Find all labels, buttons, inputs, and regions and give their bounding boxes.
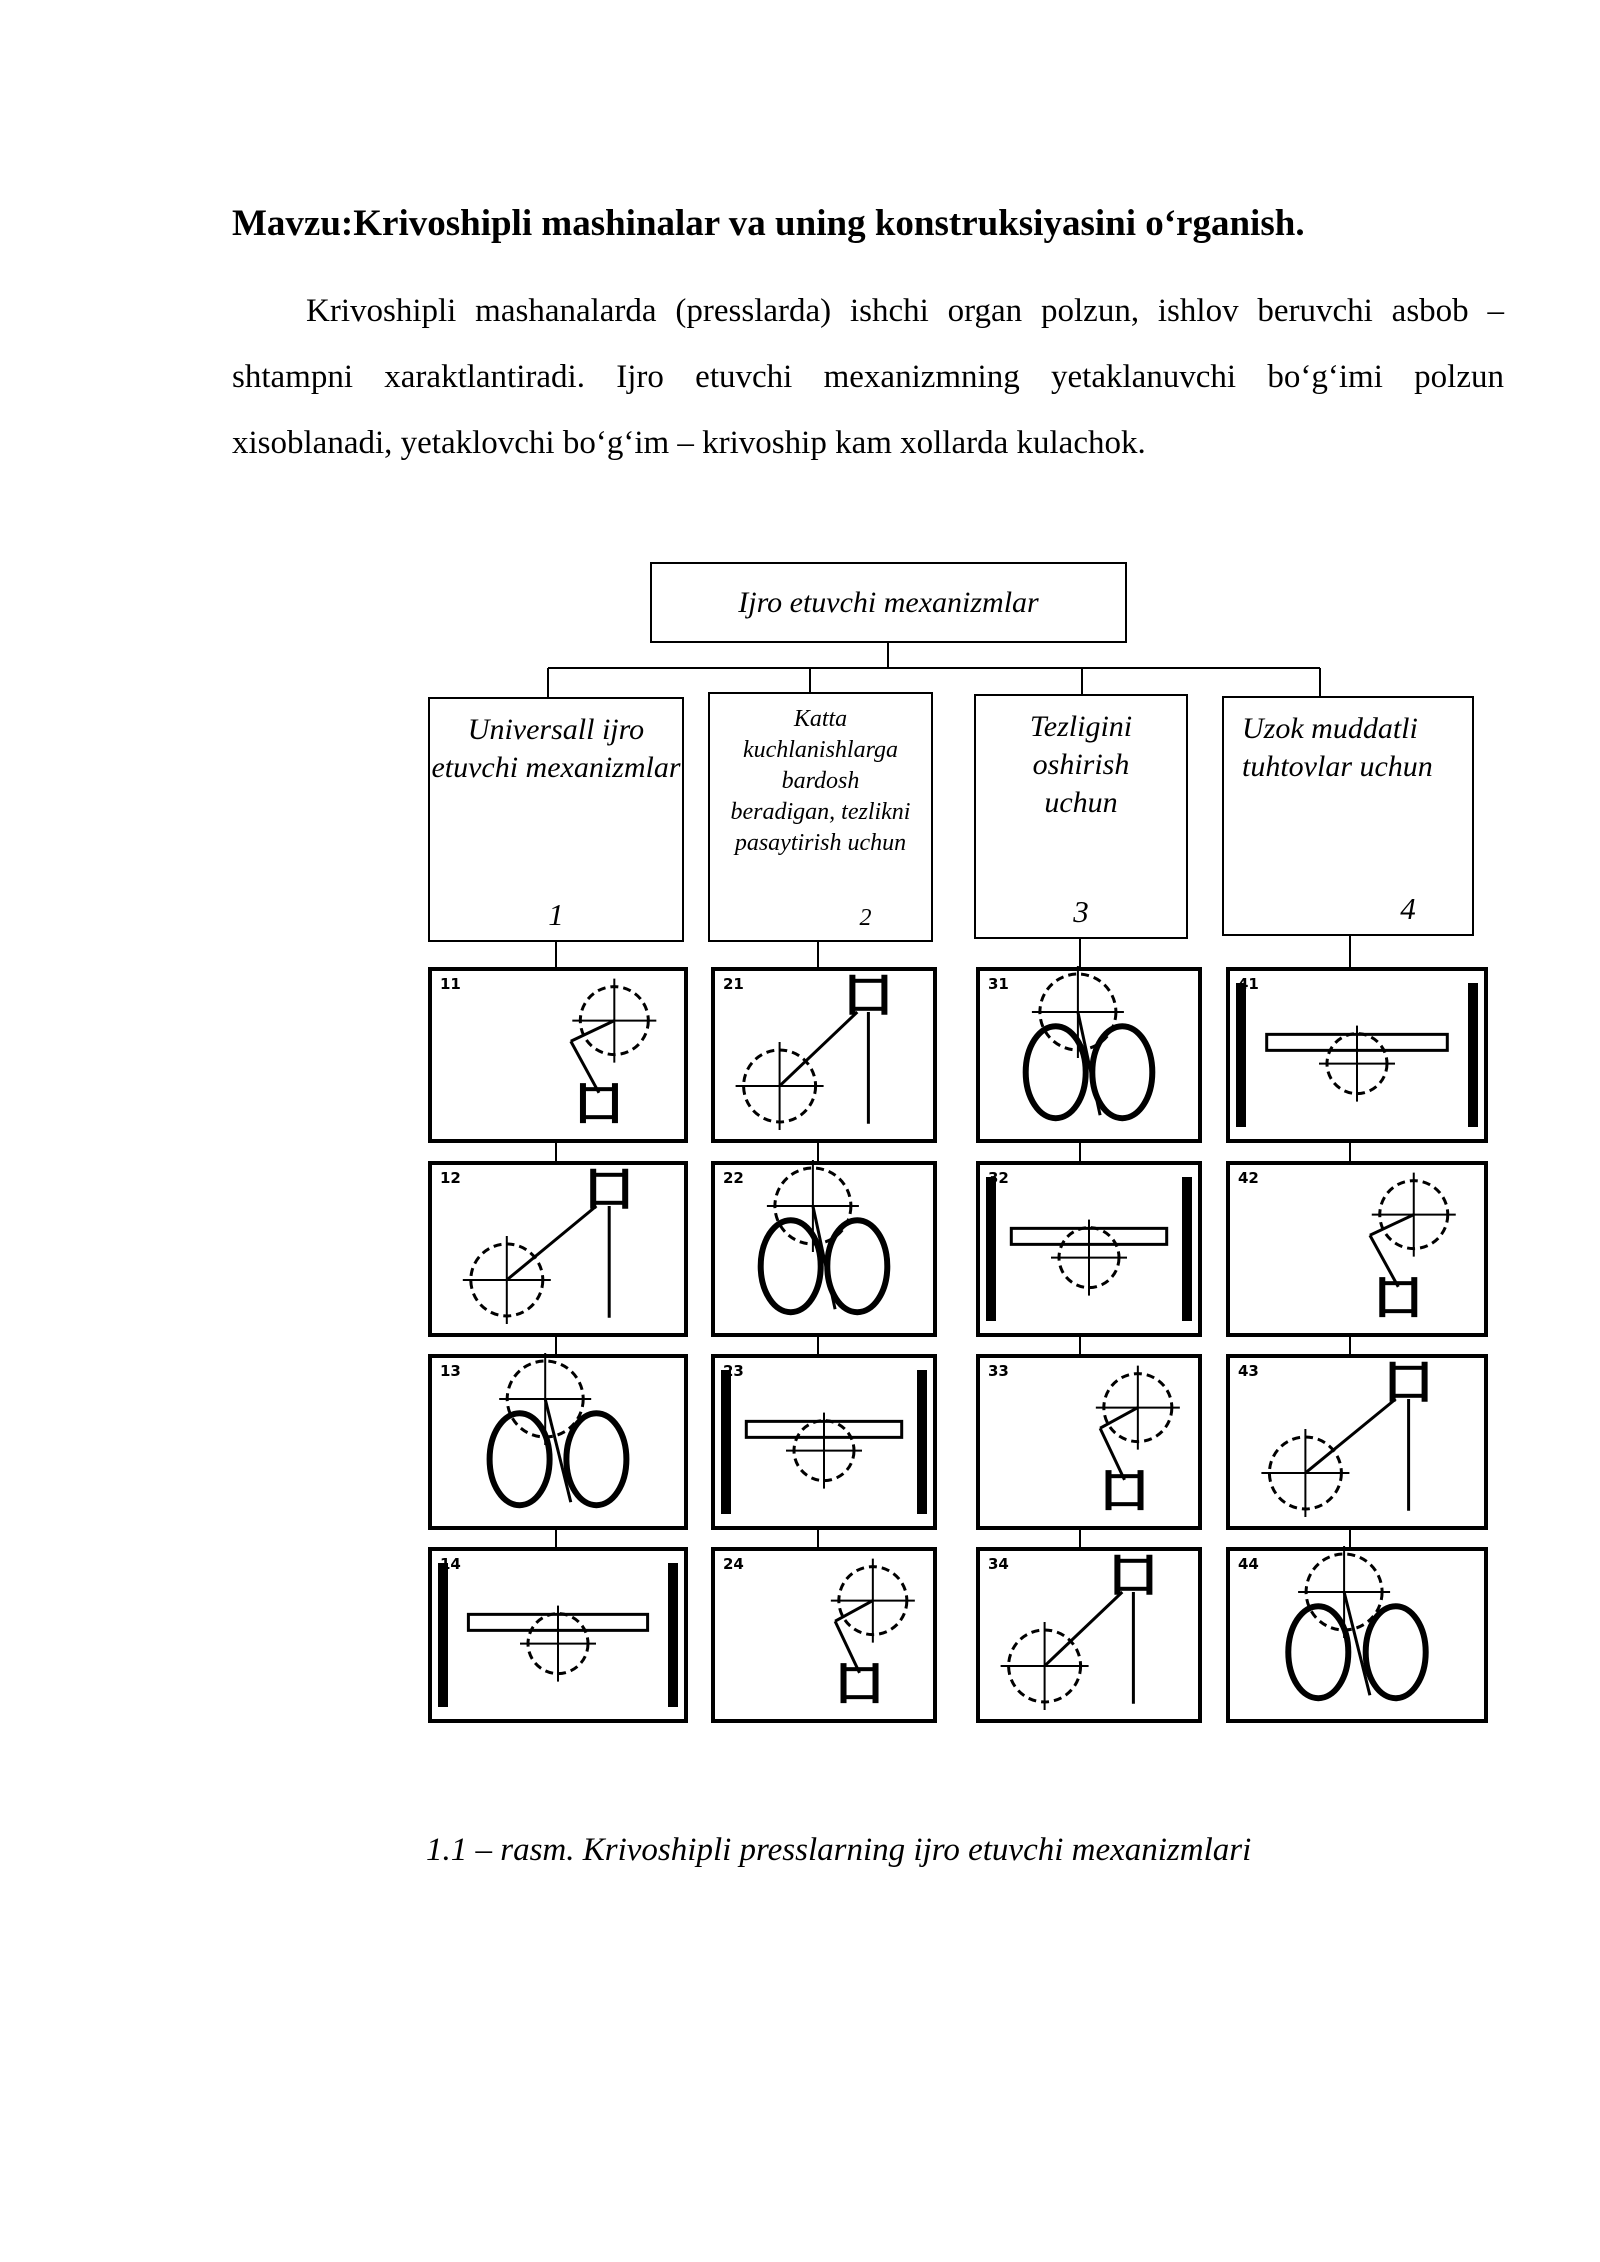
tile-label: 32: [988, 1169, 1009, 1187]
tile-frame: [430, 1356, 686, 1528]
tile-frame: [430, 969, 686, 1141]
category-label: Katta kuchlanishlarga bardosh beradigan, tezlikni pasaytirish uchun: [730, 706, 911, 856]
category-number: 2: [859, 905, 872, 931]
tile-label: 23: [723, 1362, 744, 1380]
tile-label: 34: [988, 1555, 1009, 1573]
tile-frame: [430, 1163, 686, 1335]
tile-label: 44: [1238, 1555, 1259, 1573]
mechanism-tile: [430, 1353, 686, 1528]
mechanism-tile: [978, 1549, 1200, 1721]
tile-frame: [713, 1549, 935, 1721]
tile-label: 41: [1238, 975, 1259, 993]
intro-paragraph: Krivoshipli mashanalarda (presslarda) ishchi organ polzun, ishlov beruvchi asbob – shtampni xaraktlantiradi. Ijro etuvchi mexanizmning yetaklanuvchi bo‘g‘imi polzun xisoblanadi, yetaklovchi bo‘g‘im – krivoship kam xollarda kulachok.: [232, 293, 1504, 461]
tile-label: 13: [440, 1362, 461, 1380]
tile-frame: [978, 1549, 1200, 1721]
tile-frame: [713, 969, 935, 1141]
tile-frame: [978, 969, 1200, 1141]
figure-caption: 1.1 – rasm. Krivoshipli presslarning ijro etuvchi mexanizmlari: [426, 1832, 1252, 1868]
category-number: 4: [1400, 891, 1416, 926]
mechanism-tile: [978, 966, 1200, 1141]
tile-label: 12: [440, 1169, 461, 1187]
tile-frame: [1228, 1549, 1486, 1721]
mechanism-tile: [713, 1356, 935, 1528]
tile-label: 43: [1238, 1362, 1259, 1380]
mechanism-tile: [1228, 1546, 1486, 1721]
category-number: 1: [548, 897, 564, 932]
tile-label: 11: [440, 975, 461, 993]
mechanism-tile: [430, 1163, 686, 1335]
mechanism-tile: [978, 1163, 1200, 1335]
mechanism-tile: [430, 1549, 686, 1721]
mechanism-tile: [713, 1549, 935, 1721]
mechanism-tile: [1228, 1163, 1486, 1335]
tile-label: 24: [723, 1555, 744, 1573]
tile-label: 21: [723, 975, 744, 993]
document-title: Mavzu:Krivoshipli mashinalar va uning konstruksiyasini o‘rganish.: [232, 203, 1305, 244]
mechanism-tile: [713, 1160, 935, 1335]
tile-frame: [1228, 1356, 1486, 1528]
mechanism-tile: [1228, 1356, 1486, 1528]
mechanism-tile: [1228, 969, 1486, 1141]
tile-label: 42: [1238, 1169, 1259, 1187]
mechanism-tile: [713, 969, 935, 1141]
category-label: Universall ijro etuvchi mexanizmlar: [431, 713, 681, 784]
root-node: Ijro etuvchi mexanizmlar: [650, 562, 1127, 643]
category-number: 3: [1073, 894, 1089, 929]
tile-frame: [978, 1356, 1200, 1528]
tile-label: 31: [988, 975, 1009, 993]
tile-label: 14: [440, 1555, 461, 1573]
mechanism-tile: [978, 1356, 1200, 1528]
category-label: Tezligini oshirish uchun: [1029, 710, 1133, 819]
tile-label: 33: [988, 1362, 1009, 1380]
tile-frame: [1228, 1163, 1486, 1335]
tile-label: 22: [723, 1169, 744, 1187]
mechanism-tile: [430, 969, 686, 1141]
category-label: Uzok muddatli tuhtovlar uchun: [1242, 712, 1433, 783]
tile-frame: [713, 1163, 935, 1335]
